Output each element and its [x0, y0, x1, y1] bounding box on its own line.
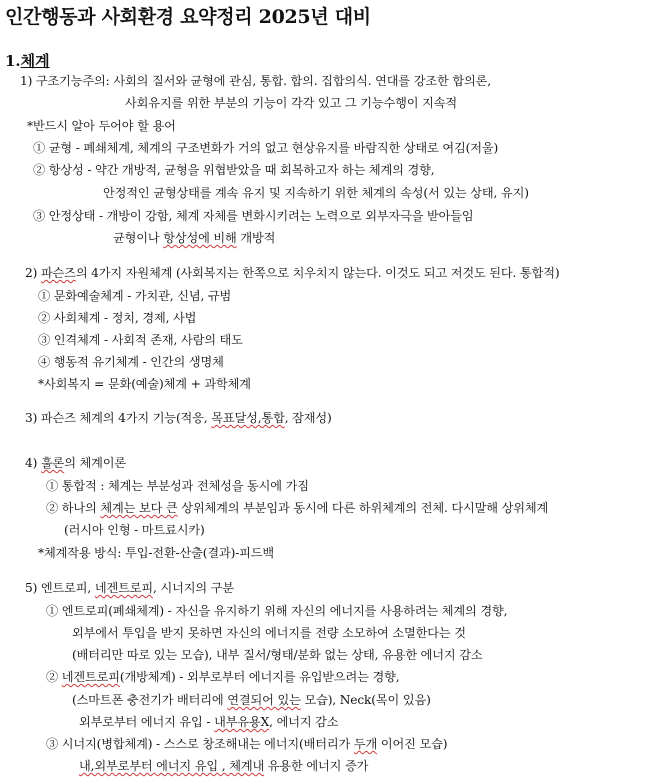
- list-item: 5) 엔트로피, 네겐트로피, 시너지의 구분: [25, 581, 234, 595]
- list-item: 4) 훌론의 체계이론: [25, 456, 127, 470]
- list-item: ③ 안정상태 - 개방이 강함, 체계 자체를 변화시키려는 노력으로 외부자극을 받아들임: [33, 209, 474, 223]
- list-item: *사회복지 = 문화(예술)체계 + 과학체계: [38, 377, 251, 391]
- list-item: 외부로부터 에너지 유입 - 내부유용X, 에너지 감소: [79, 715, 339, 729]
- list-item: 사회유지를 위한 부분의 기능이 각각 있고 그 기능수행이 지속적: [125, 96, 457, 110]
- spellcheck-underline: 연결되어 있는: [227, 693, 301, 707]
- list-item: ② 사회체계 - 정치, 경제, 사법: [38, 311, 197, 325]
- list-item: ③ 인격체계 - 사회적 존재, 사람의 태도: [38, 333, 243, 347]
- list-item: ① 엔트로피(폐쇄체계) - 자신을 유지하기 위해 자신의 에너지를 사용하려는 체계의 경향,: [46, 604, 508, 618]
- list-item: ① 통합적 : 체계는 부분성과 전체성을 동시에 가짐: [46, 479, 309, 493]
- list-item: 내,외부로부터 에너지 유입 , 체계내 유용한 에너지 증가: [79, 759, 369, 773]
- list-item: ② 항상성 - 약간 개방적, 균형을 위협받았을 때 회복하고자 하는 체계의 경향,: [33, 163, 435, 177]
- list-item: 1) 구조기능주의: 사회의 질서와 균형에 관심, 통합. 합의. 집합의식. 연대를 강조한 합의론,: [20, 74, 491, 88]
- spellcheck-underline: 내,외부로부터 에너지 유입 , 체계내: [79, 759, 265, 773]
- spellcheck-underline: 목표달성,통합: [211, 411, 285, 425]
- spellcheck-underline: 항상성에 비해: [163, 231, 237, 245]
- spellcheck-underline: 내부유용X: [214, 715, 270, 729]
- spellcheck-underline: 파슨즈: [40, 266, 76, 280]
- section-title: 체계: [20, 52, 50, 70]
- list-item: ④ 행동적 유기체계 - 인간의 생명체: [38, 355, 224, 369]
- list-item: 외부에서 투입을 받지 못하면 자신의 에너지를 전량 소모하여 소멸한다는 것: [72, 626, 466, 640]
- list-item: 3) 파슨즈 체계의 4가지 기능(적응, 목표달성,통합, 잠재성): [25, 411, 332, 425]
- list-item: (러시아 인형 - 마트료시카): [64, 523, 205, 537]
- list-item: *체계작용 방식: 투입-전환-산출(결과)-피드백: [38, 546, 275, 560]
- list-item: (배터리만 따로 있는 모습), 내부 질서/형태/분화 없는 상태, 유용한 에너지 감소: [72, 648, 483, 662]
- list-item: *반드시 알아 두어야 할 용어: [27, 119, 176, 133]
- list-item: 안정적인 균형상태를 계속 유지 및 지속하기 위한 체계의 속성(서 있는 상태, 유지): [103, 186, 529, 200]
- section-heading: [5, 50, 50, 71]
- spellcheck-underline: 네겐트로피: [61, 670, 120, 684]
- list-item: ① 균형 - 폐쇄체계, 체계의 구조변화가 거의 없고 현상유지를 바람직한 상태로 여김(저울): [33, 141, 499, 155]
- list-item: ② 네겐트로피(개방체계) - 외부로부터 에너지를 유입받으려는 경향,: [46, 670, 400, 684]
- list-item: 균형이나 항상성에 비해 개방적: [113, 231, 276, 245]
- spellcheck-underline: 두개: [353, 737, 378, 751]
- document-title: 인간행동과 사회환경 요약정리 2025년 대비: [5, 6, 371, 28]
- spellcheck-underline: 훌론: [40, 456, 65, 470]
- section-number: 1.: [5, 52, 21, 70]
- spellcheck-underline: 체계는 보다 큰: [100, 501, 178, 515]
- spellcheck-underline: 네겐트로피: [94, 581, 153, 595]
- list-item: ① 문화예술체계 - 가치관, 신념, 규범: [38, 289, 232, 303]
- list-item: ③ 시너지(병합체계) - 스스로 창조해내는 에너지(배터리가 두개 이어진 모습): [46, 737, 448, 751]
- list-item: ② 하나의 체계는 보다 큰 상위체계의 부분임과 동시에 다른 하위체계의 전체. 다시말해 상위체계: [46, 501, 549, 515]
- list-item: 2) 파슨즈의 4가지 자원체계 (사회복지는 한쪽으로 치우치지 않는다. 이것도 되고 저것도 된다. 통합적): [25, 266, 560, 280]
- list-item: (스마트폰 충전기가 배터리에 연결되어 있는 모습), Neck(목이 있음): [72, 693, 431, 707]
